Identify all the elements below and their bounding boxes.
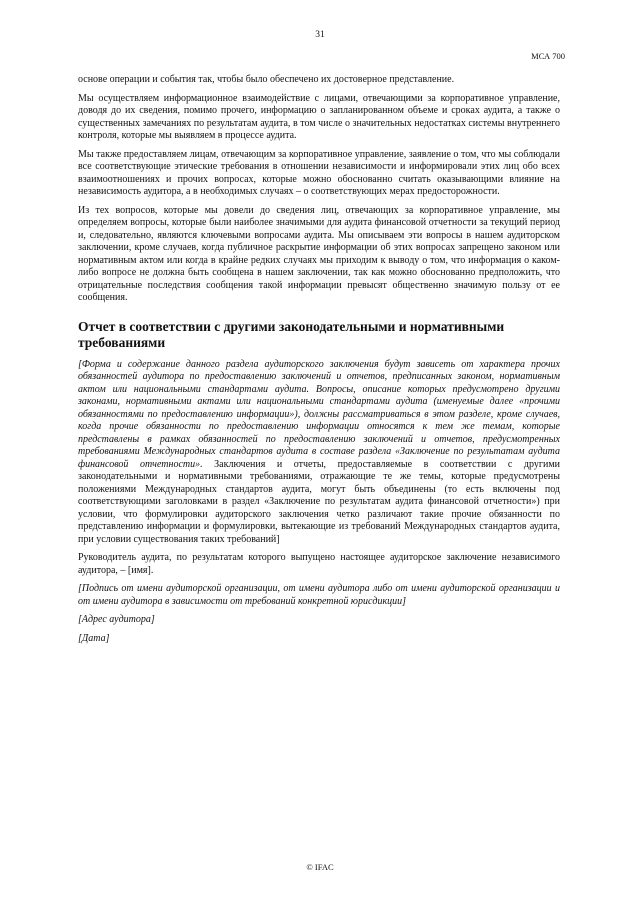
section-heading: Отчет в соответствии с другими законодательными и нормативными требованиями xyxy=(78,318,505,350)
paragraph-3: Мы также предоставляем лицам, отвечающим за корпоративное управление, заявление о том, что мы соблюдали все соответствующие этические требования в отношении независимости и информировали этих лиц обо всех взаимоотношениях и прочих вопросах, которые можно обоснованно считать оказывающими влияние на независимость аудитора, а в необходимых случаях – о соответствующих мерах предосторожности. xyxy=(78,148,560,197)
paragraph-5-regular: Заключения и отчеты, предоставляемые в соответствии с другими законодательными и нормативными требованиями, отражающие те же темы, которые предусмотрены положениями Международных стандартов аудита, могут быть объединены (то есть включены под соответствующими заголовками в раздел «Заключение по результатам аудита финансовой отчетности») при условии, что формулировки аудиторского заключения четко различают такие прочие обязанности по представлению информации и формулировки, вытекающие из требований Международных стандартов аудита, при условии существования таких требований] xyxy=(78,458,560,545)
paragraph-1: основе операции и события так, чтобы было обеспечено их достоверное представление. xyxy=(78,74,455,85)
document-body xyxy=(78,74,560,651)
copyright-footer: © IFAC xyxy=(306,862,334,872)
paragraph-5-italic: [Форма и содержание данного раздела аудиторского заключения будут зависеть от характера прочих обязанностей аудитора по предоставлению заключений и отчетов, предписанных законом, нормативным актом или национальными стандартами аудита. Вопросы, описание которых предусмотрено другими законами, нормативными актами или национальными стандартами аудита (именуемые далее «прочими обязанностями по предоставлению информации»), должны рассматриваться в этом разделе, кроме случаев, когда прочие обязанности по предоставлению информации относятся к тем же темам, которые представлены в рамках обязанностей по предоставлению заключений и отчетов, предусмотренных требованиями Международных стандартов аудита в составе раздела «Заключение по результатам аудита финансовой отчетности». xyxy=(78,358,560,470)
paragraph-4: Из тех вопросов, которые мы довели до сведения лиц, отвечающих за корпоративное управление, мы определяем вопросы, которые были наиболее значимыми для аудита финансовой отчетности за текущий период и, следовательно, являются ключевыми вопросами аудита. Мы описываем эти вопросы в нашем аудиторском заключении, кроме случаев, когда публичное раскрытие информации об этих вопросах запрещено законом или нормативным актом или когда в крайне редких случаях мы приходим к выводу о том, что информация о каком-либо вопросе не должна быть сообщена в нашем заключении, так как можно обоснованно предположить, что отрицательные последствия сообщения такой информации превысят общественно значимую пользу от ее сообщения. xyxy=(78,204,560,303)
paragraph-6: Руководитель аудита, по результатам которого выпущено настоящее аудиторское заключение независимого аудитора, – [имя]. xyxy=(78,552,560,576)
signature-placeholder: [Подпись от имени аудиторской организации, от имени аудитора либо от имени аудиторской организации и от имени аудитора в зависимости от требований конкретной юрисдикции] xyxy=(78,583,560,607)
date-placeholder: [Дата] xyxy=(78,632,110,644)
paragraph-2: Мы осуществляем информационное взаимодействие с лицами, отвечающими за корпоративное управление, доводя до их сведения, помимо прочего, информацию о запланированном объеме и сроках аудита, а также о существенных замечаниях по результатам аудита, в том числе о значительных недостатках системы внутреннего контроля, которые мы выявляем в процессе аудита. xyxy=(78,92,560,141)
page-number: 31 xyxy=(315,30,325,40)
standard-code: МСА 700 xyxy=(531,51,565,61)
address-placeholder: [Адрес аудитора] xyxy=(78,614,155,626)
paragraph-5 xyxy=(78,359,560,547)
